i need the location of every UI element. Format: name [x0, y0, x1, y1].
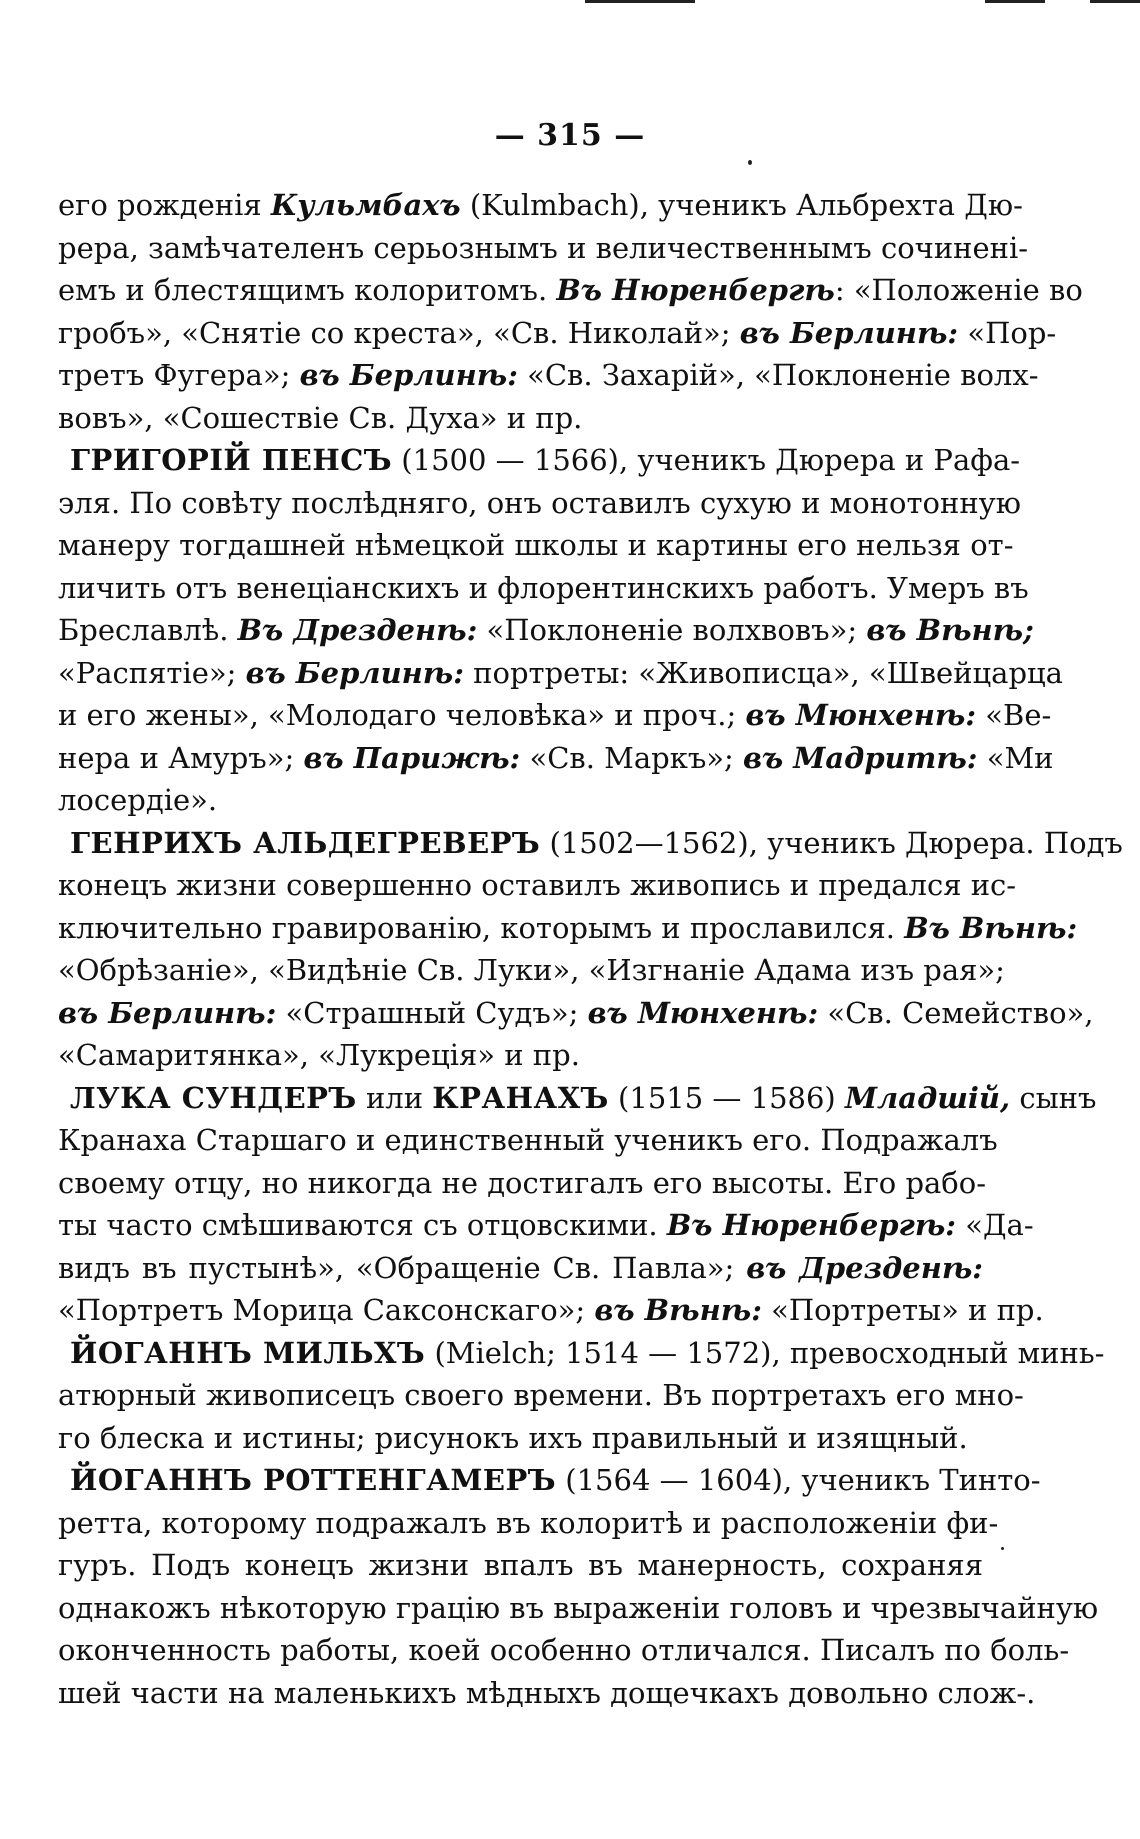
text-line [58, 652, 1063, 695]
location-italic: въ Вѣнѣ: [594, 1293, 762, 1327]
location-italic: въ Берлинѣ: [299, 358, 518, 392]
text-run: (1500 — 1566), ученикъ Дюрера и Рафа- [392, 443, 1021, 477]
text-run: ты часто смѣшиваются съ отцовскими. [58, 1208, 667, 1242]
text-run: гробъ», «Снятіе со креста», «Св. Николай»; [58, 315, 740, 350]
text-line [58, 1502, 999, 1545]
text-line [58, 1332, 1105, 1375]
text-line [58, 567, 1029, 610]
text-run: «Поклоненіе волхвовъ»; [477, 613, 867, 647]
text-run: шей части на маленькихъ мѣдныхъ дощечкахъ довольно слож-. [58, 1675, 1036, 1710]
location-italic: въ Берлинѣ: [58, 995, 277, 1030]
text-line [58, 1162, 987, 1205]
text-line [58, 1629, 1070, 1672]
text-line [58, 1204, 1034, 1247]
text-run: «Ве- [976, 698, 1052, 732]
artist-name: ГРИГОРІЙ ПЕНСЪ [70, 443, 393, 477]
text-run: атюрный живописецъ своего времени. Въ портретахъ его мно- [58, 1378, 1024, 1412]
location-italic: Въ Вѣнѣ: [904, 910, 1078, 945]
text-line [58, 524, 1014, 567]
text-run: или [356, 1080, 433, 1115]
text-run: Бреславлѣ. [58, 613, 238, 647]
text-run: рера, замѣчателенъ серьознымъ и величественнымъ сочиненi- [58, 230, 1029, 265]
location-italic: Младшій, [844, 1080, 1011, 1115]
text-run: эля. По совѣту послѣдняго, онъ оставилъ сухую и монотонную [58, 485, 1021, 520]
text-run: гуръ. Подъ конецъ жизни впалъ въ манерность, сохраняя [58, 1548, 983, 1582]
location-italic: Въ Нюренбергѣ: [666, 1208, 957, 1242]
location-italic: въ Дрезденѣ: [746, 1250, 984, 1285]
text-run: личить отъ венеціанскихъ и флорентинскихъ работъ. Умеръ въ [58, 570, 1029, 605]
location-italic: въ Берлинѣ: [739, 315, 959, 350]
location-italic: въ Мюнхенѣ: [587, 995, 819, 1030]
text-run: «Пор- [958, 315, 1057, 350]
text-line [58, 694, 1052, 737]
text-run: «Ми [977, 740, 1054, 775]
text-run: (1564 — 1604), ученикъ Тинто- [556, 1463, 1041, 1497]
location-italic: Въ Нюренбергѣ [556, 273, 835, 307]
text-run: «Страшный Судъ»; [276, 995, 588, 1030]
text-line [58, 269, 1083, 312]
text-line [58, 354, 1039, 397]
text-run: «Св. Маркъ»; [520, 740, 744, 775]
location-italic: въ Мадритѣ: [743, 740, 978, 775]
location-italic: въ Вѣнѣ; [866, 613, 1034, 647]
text-run: «Обрѣзаніе», «Видѣніе Св. Луки», «Изгнаніе Адама изъ рая»; [58, 953, 1005, 987]
text-run: (Kulmbach), ученикъ Альбрехта Дю- [460, 188, 1023, 222]
text-run: оконченность работы, коей особенно отличался. Писалъ по боль- [58, 1633, 1070, 1667]
text-run: нера и Амуръ»; [58, 740, 304, 775]
text-run: его рожденія [58, 188, 271, 222]
text-line [58, 907, 1078, 950]
text-run: видъ въ пустынѣ», «Обращеніе Св. Павла»; [58, 1250, 747, 1285]
top-edge-line [985, 0, 1045, 3]
text-line [58, 1119, 998, 1162]
text-run: «Распятіе»; [58, 655, 246, 690]
text-run: лосердіе». [58, 783, 218, 817]
text-run: «Да- [956, 1208, 1034, 1242]
text-line [58, 227, 1029, 270]
location-italic: Кульмбахъ [270, 188, 461, 222]
ink-speck [1001, 1547, 1004, 1550]
text-run: однакожъ нѣкоторую грацію въ выраженіи головъ и чрезвычайную [58, 1590, 1099, 1625]
artist-name: КРАНАХЪ [432, 1080, 609, 1115]
top-edge-line [585, 0, 695, 3]
text-line [58, 439, 1021, 482]
text-run: «Св. Захарій», «Поклоненіе волх- [517, 358, 1039, 392]
text-line [58, 822, 1123, 865]
text-line [58, 1077, 1097, 1120]
artist-name: ГЕНРИХЪ АЛЬДЕГРЕВЕРЪ [70, 825, 541, 860]
text-run: Кранаха Старшаго и единственный ученикъ его. Подражалъ [58, 1123, 998, 1157]
page-number: — 315 — [494, 118, 646, 153]
text-line [58, 1289, 1044, 1332]
text-line [58, 992, 1094, 1035]
text-run: «Портреты» и пр. [761, 1293, 1044, 1327]
text-line [58, 312, 1057, 355]
text-line [58, 1034, 983, 1077]
text-line [58, 609, 1034, 652]
text-run: «Самаритянка», «Лукреція» и пр. [58, 1038, 580, 1072]
body-text [58, 184, 1123, 1714]
text-run: ретта, которому подражалъ въ колоритѣ и расположеніи фи- [58, 1505, 999, 1540]
artist-name: ЙОГАННЪ РОТТЕНГАМЕРЪ [70, 1463, 557, 1497]
text-run: (1515 — 1586) [608, 1080, 845, 1115]
text-line [58, 397, 983, 440]
text-line [58, 737, 1054, 780]
text-run: и его жены», «Молодаго человѣка» и проч.; [58, 698, 746, 732]
text-run: (1502—1562), ученикъ Дюрера. Подъ [540, 825, 1123, 860]
text-run: : «Положеніе во [834, 273, 1083, 307]
artist-name: ЛУКА СУНДЕРЪ [70, 1080, 357, 1115]
text-line [58, 1417, 983, 1460]
text-line [58, 1374, 1024, 1417]
text-line [58, 1247, 983, 1290]
ink-speck [748, 160, 752, 165]
text-run: конецъ жизни совершенно оставилъ живопись и предался ис- [58, 868, 1017, 902]
text-run: ключительно гравированію, которымъ и прославился. [58, 910, 905, 945]
text-line [58, 1672, 1036, 1715]
text-line [58, 1544, 983, 1587]
text-line [58, 864, 1017, 907]
text-run: портреты: «Живописца», «Швейцарца [463, 655, 1063, 690]
text-run: «Св. Семейство», [818, 995, 1094, 1030]
text-line [58, 184, 1023, 227]
location-italic: въ Парижѣ: [303, 740, 521, 775]
text-line [58, 1459, 1041, 1502]
text-run: сынъ [1010, 1080, 1097, 1115]
text-run: манеру тогдашней нѣмецкой школы и картины его нельзя от- [58, 528, 1014, 562]
text-run: емъ и блестящимъ колоритомъ. [58, 273, 557, 307]
top-edge-line [1090, 0, 1140, 3]
text-run: го блеска и истины; рисунокъ ихъ правильный и изящный. [58, 1420, 968, 1455]
artist-name: ЙОГАННЪ МИЛЬХЪ [70, 1335, 426, 1370]
text-run: своему отцу, но никогда не достигалъ его высоты. Его рабо- [58, 1165, 987, 1200]
text-run: третъ Фугера»; [58, 358, 300, 392]
text-line [58, 949, 1005, 992]
text-run: вовъ», «Сошествіе Св. Духа» и пр. [58, 400, 583, 435]
location-italic: Въ Дрезденѣ: [237, 613, 478, 647]
location-italic: въ Мюнхенѣ: [745, 698, 977, 732]
text-line [58, 482, 1021, 525]
text-run: «Портретъ Морица Саксонскаго»; [58, 1293, 595, 1327]
text-line [58, 779, 983, 822]
text-run: (Mielch; 1514 — 1572), превосходный минь- [425, 1335, 1105, 1370]
location-italic: въ Берлинѣ: [245, 655, 464, 690]
text-line [58, 1587, 1099, 1630]
